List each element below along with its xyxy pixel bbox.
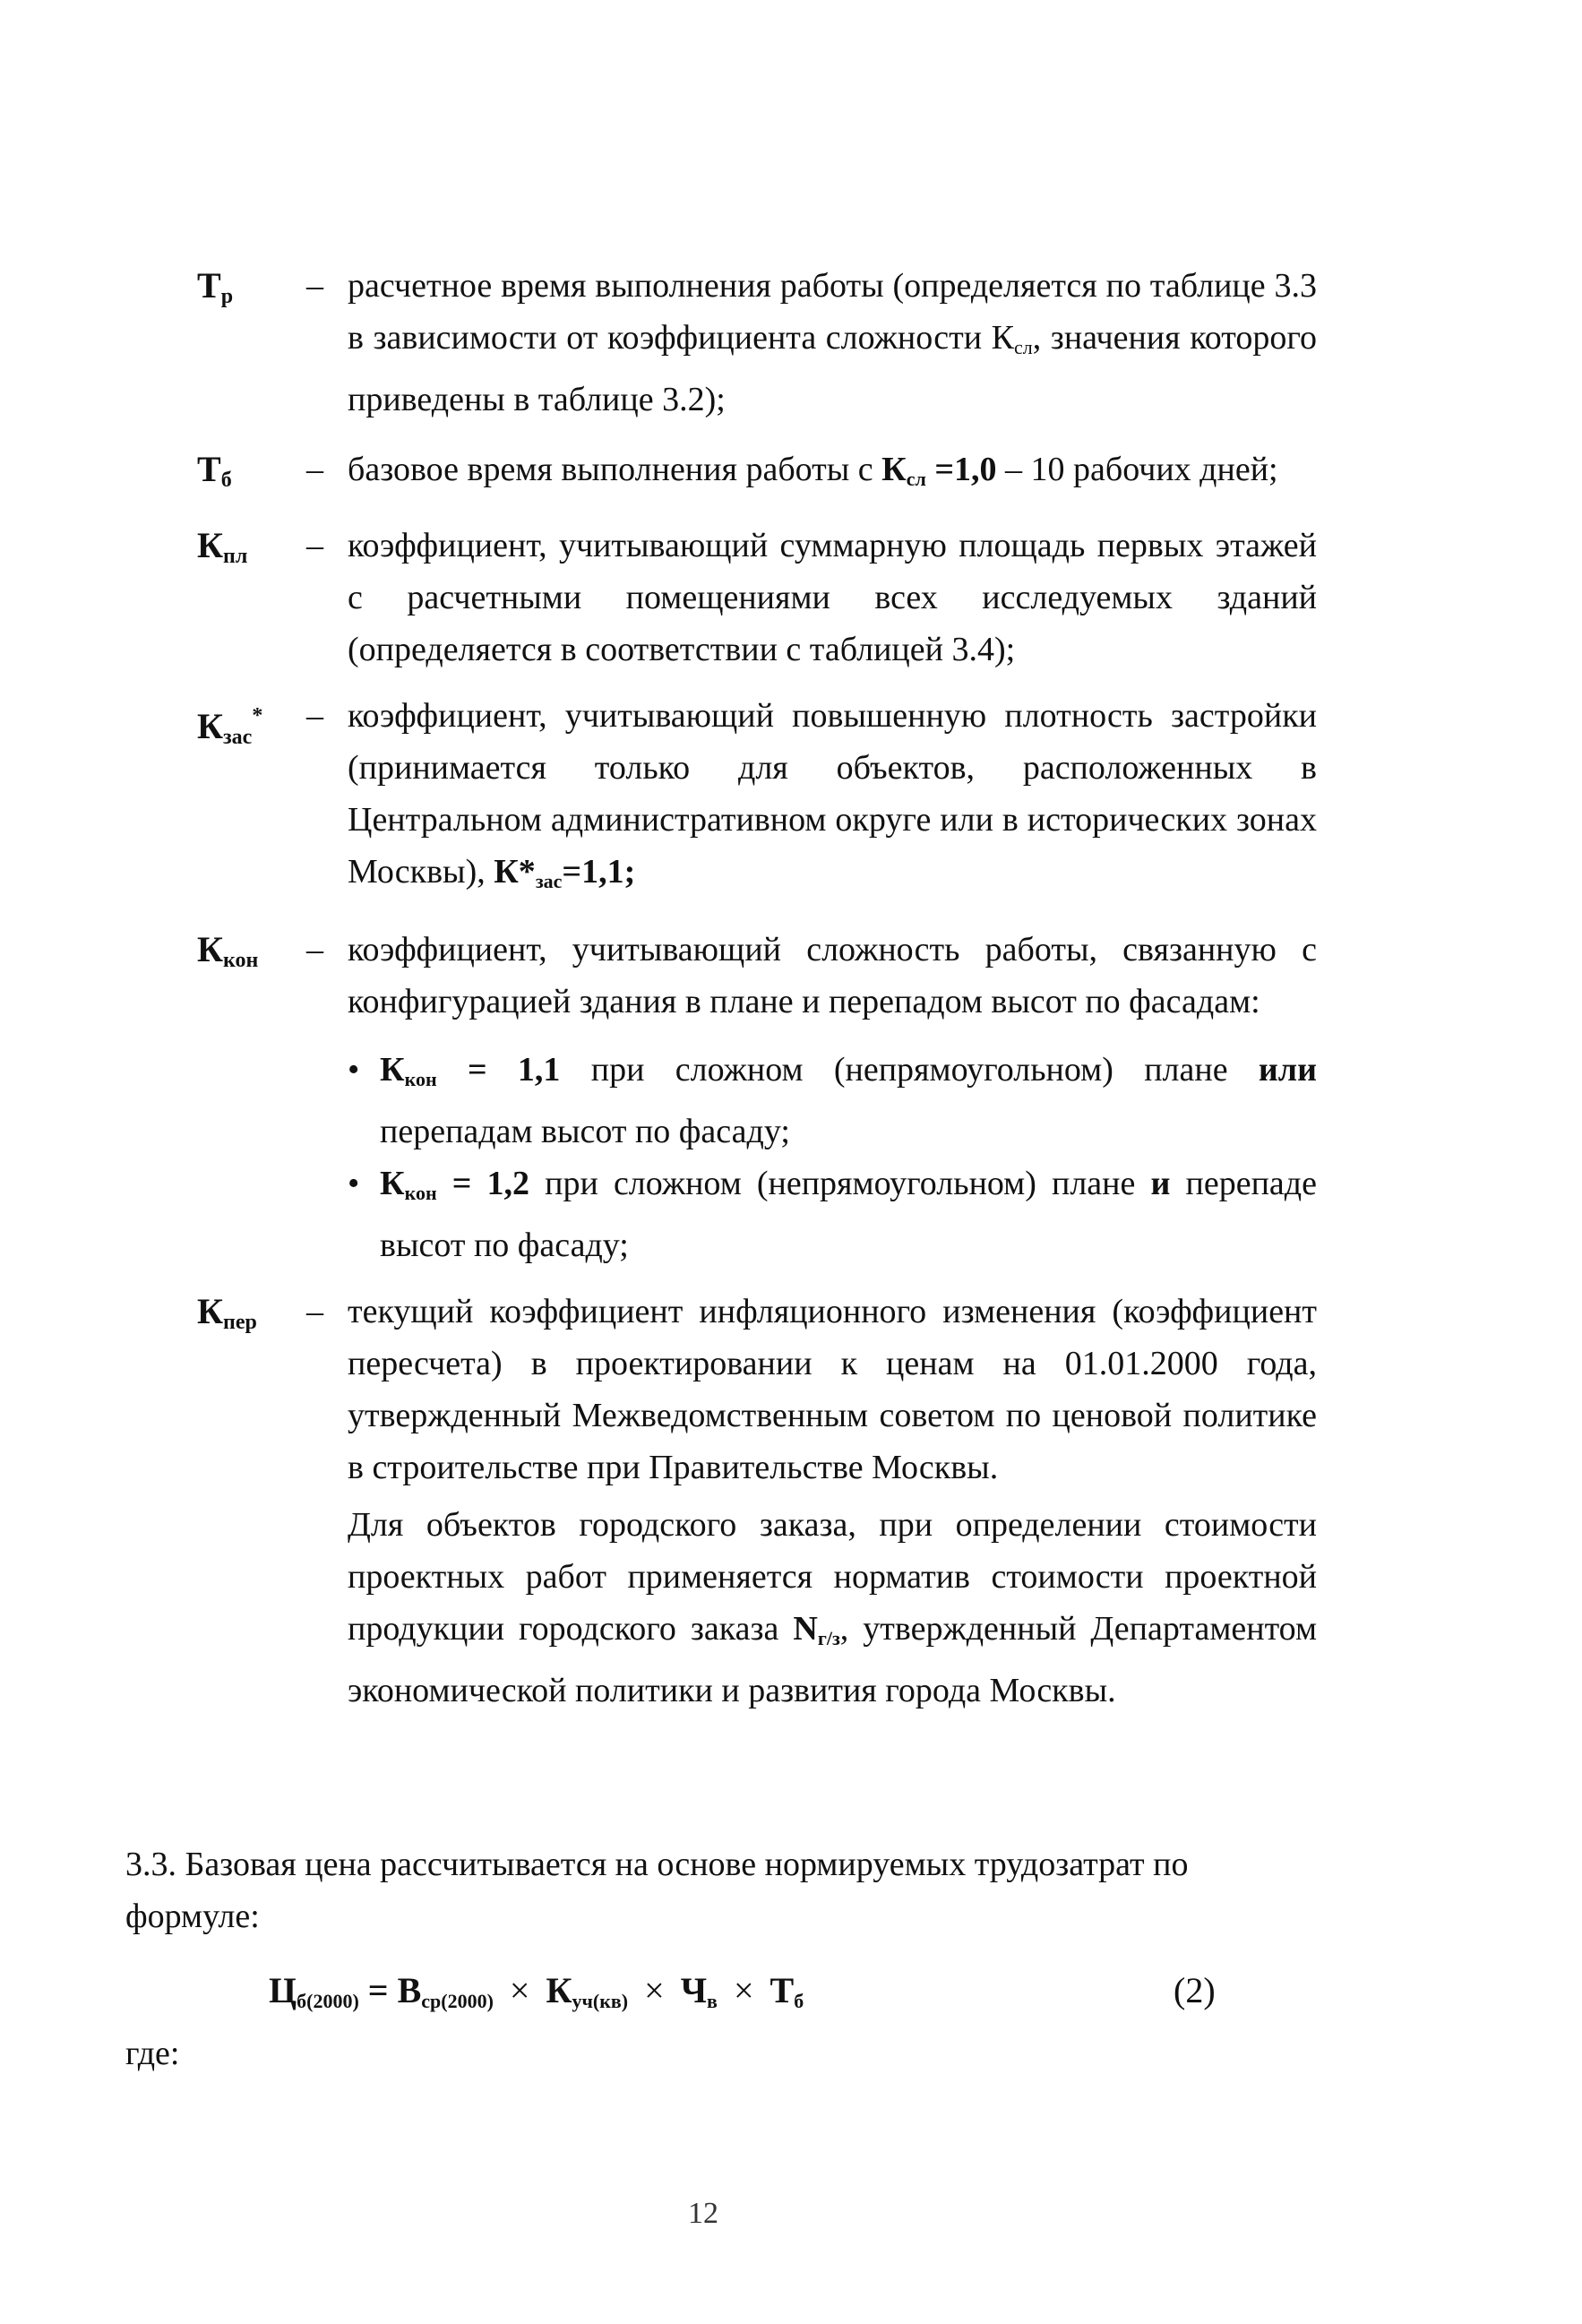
definition-item <box>197 443 1317 505</box>
bullet-item: • $К_{кон} = 1,1$ при сложном (непрямоугольном) плане или перепадам высот по фасаду; <box>348 1044 1317 1158</box>
section-text: 3.3. Базовая цена рассчитывается на основе нормируемых трудозатрат по формуле: <box>125 1846 1189 1935</box>
definition-symbol: $К_{пер}$ <box>197 1291 257 1334</box>
definition-text: коэффициент, учитывающий суммарную площадь первых этажей с расчетными помещениями всех исследуемых зданий (определяется в соответствии с таблицей 3.4); <box>348 527 1317 668</box>
definition-text: текущий коэффициент инфляционного изменения (коэффициент пересчета) в проектировании к ценам на 01.01.2000 года, утвержденный Межведомственным советом по ценовой политике в строительстве при Правительстве Москвы. <box>348 1293 1317 1486</box>
definitions-list <box>197 260 1317 1717</box>
where-label: где: <box>125 2035 180 2072</box>
definition-text: коэффициент, учитывающий повышенную плотность застройки (принимается только для объектов, расположенных в Центральном административном округе или в исторических зонах Москвы), $К*_{зас}=1,1$; <box>348 697 1317 892</box>
definition-item <box>197 690 1317 908</box>
definition-dash: – <box>306 931 323 968</box>
page-number: 12 <box>688 2197 718 2230</box>
section-3-3-paragraph <box>125 1838 1272 1942</box>
definition-text: расчетное время выполнения работы (определяется по таблице 3.3 в зависимости от коэффициента сложности $К_{сл}$, значения которого приведены в таблице 3.2); <box>348 267 1317 418</box>
definition-extra-text: Для объектов городского заказа, при определении стоимости проектных работ применяется норматив стоимости проектной продукции городского заказа $N_{г/з}$, утвержденный Департаментом экономической политики и развития города Москвы. <box>348 1506 1317 1709</box>
definition-dash: – <box>306 527 323 564</box>
formula-2: $Ц_{б(2000)} = В_{ср(2000)} \times К_{уч(кв)} \times Ч_в \times Т_б$ <box>269 1970 804 2012</box>
definition-item <box>197 260 1317 426</box>
definition-dash: – <box>306 267 323 305</box>
definition-text: коэффициент, учитывающий сложность работы, связанную с конфигурацией здания в плане и перепадом высот по фасадам: <box>348 931 1317 1020</box>
equation-number: (2) <box>1174 1970 1216 2010</box>
bullet-item: • $К_{кон} = 1,2$ при сложном (непрямоугольном) плане и перепаде высот по фасаду; <box>348 1158 1317 1271</box>
definition-dash: – <box>306 1293 323 1330</box>
definition-item <box>197 1286 1317 1717</box>
definition-symbol: $К_{зас}^*$ <box>197 704 263 749</box>
definition-symbol: $К_{пл}$ <box>197 525 248 568</box>
definition-text: базовое время выполнения работы с $К_{сл} =1,0 - 10$ рабочих дней; <box>348 451 1278 490</box>
definition-dash: – <box>306 451 323 488</box>
definition-item <box>197 520 1317 676</box>
definition-bullets <box>348 1044 1317 1271</box>
definition-symbol: $К_{кон}$ <box>197 929 259 972</box>
definition-dash: – <box>306 697 323 735</box>
definition-symbol: $Т_б$ <box>197 449 232 492</box>
definition-item <box>197 924 1317 1271</box>
definition-symbol: $Т_р$ <box>197 265 234 308</box>
